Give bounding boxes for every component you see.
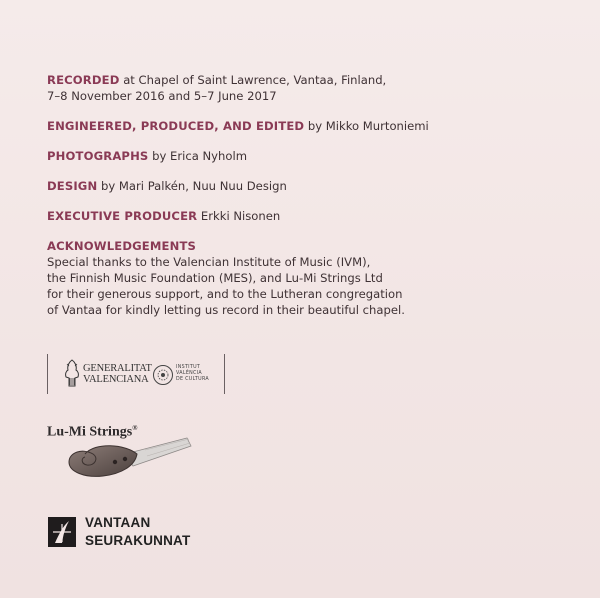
recorded-label: RECORDED	[47, 73, 120, 87]
generalitat-bat-icon	[63, 358, 81, 390]
engineered-label: ENGINEERED, PRODUCED, AND EDITED	[47, 119, 305, 133]
credits-section	[47, 72, 567, 332]
photographs-credit	[47, 148, 567, 164]
vantaan-seurakunnat-logo	[47, 514, 217, 554]
violin-scroll-icon	[55, 432, 195, 492]
divider	[47, 354, 48, 394]
lumi-name: Lu-Mi Strings®	[47, 424, 138, 440]
executive-text: Erkki Nisonen	[200, 209, 281, 223]
vantaa-line2: SEURAKUNNAT	[85, 533, 191, 548]
vantaa-emblem-icon	[47, 516, 77, 548]
engineered-text: by Mikko Murtoniemi	[307, 119, 429, 133]
lumi-strings-logo	[47, 424, 137, 441]
divider	[224, 354, 225, 394]
sponsor-logos-row	[47, 354, 227, 394]
ack-line: Special thanks to the Valencian Institute of Music (IVM),	[47, 255, 371, 269]
ack-line: the Finnish Music Foundation (MES), and Lu-Mi Strings Ltd	[47, 271, 383, 285]
photographs-label: PHOTOGRAPHS	[47, 149, 149, 163]
generalitat-logo	[63, 358, 152, 390]
ivc-line1: INSTITUT	[176, 365, 201, 370]
ack-line: for their generous support, and to the Lutheran congregation	[47, 287, 403, 301]
executive-label: EXECUTIVE PRODUCER	[47, 209, 198, 223]
ivc-circle-icon	[152, 364, 174, 386]
registered-mark: ®	[132, 424, 138, 432]
ivc-logo	[152, 362, 232, 392]
engineered-credit	[47, 118, 567, 134]
design-credit	[47, 178, 567, 194]
design-text: by Mari Palkén, Nuu Nuu Design	[101, 179, 287, 193]
design-label: DESIGN	[47, 179, 98, 193]
recorded-dates: 7–8 November 2016 and 5–7 June 2017	[47, 89, 277, 103]
ivc-line2: VALÈNCIA	[176, 371, 202, 376]
vantaa-line1: VANTAAN	[85, 515, 151, 530]
generalitat-line2: VALENCIANA	[83, 374, 149, 385]
generalitat-line1: GENERALITAT	[83, 363, 152, 374]
recorded-text: at Chapel of Saint Lawrence, Vantaa, Finland,	[123, 73, 387, 87]
ack-label: ACKNOWLEDGEMENTS	[47, 239, 196, 253]
ivc-line3: DE CULTURA	[176, 377, 209, 382]
photographs-text: by Erica Nyholm	[152, 149, 247, 163]
ack-line: of Vantaa for kindly letting us record in their beautiful chapel.	[47, 303, 405, 317]
acknowledgements	[47, 238, 567, 318]
executive-credit	[47, 208, 567, 224]
recorded-credit	[47, 72, 567, 104]
